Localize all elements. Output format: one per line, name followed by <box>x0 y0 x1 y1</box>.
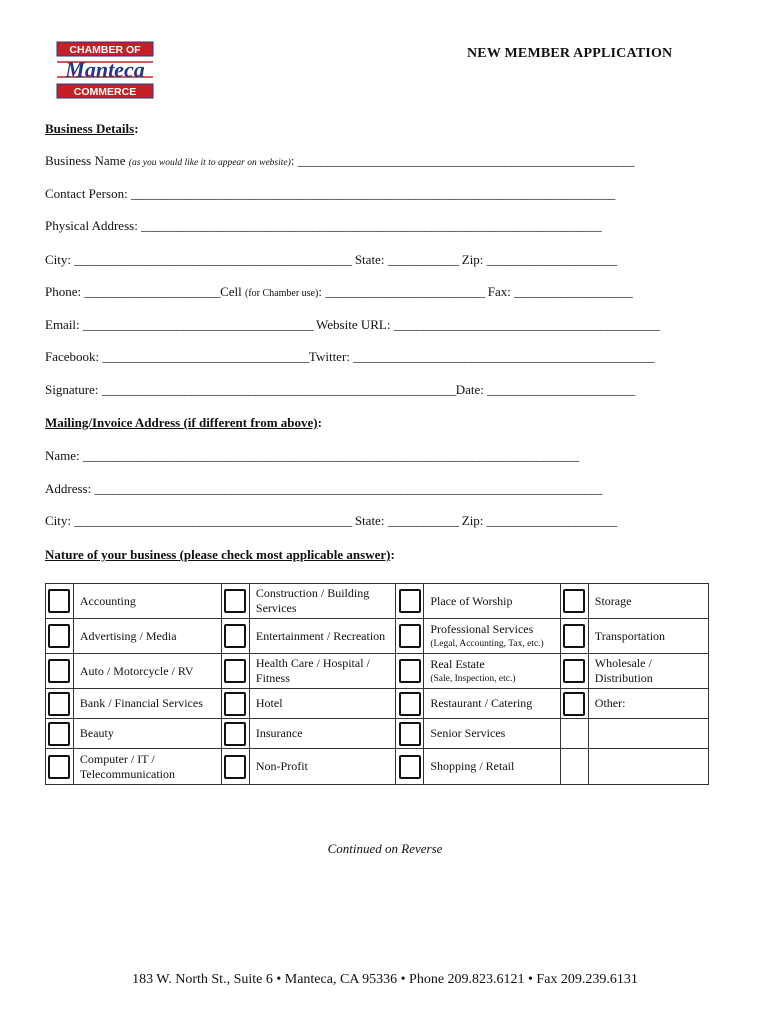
checkbox-accounting[interactable] <box>48 589 70 613</box>
empty-cell <box>588 749 708 785</box>
empty-cell <box>560 719 588 749</box>
checkbox-advertising[interactable] <box>48 624 70 648</box>
business-type-table <box>45 583 709 785</box>
phone-field[interactable]: _______________________ <box>84 284 221 299</box>
signature-field[interactable]: ____________________________________________________________ <box>101 382 456 397</box>
checkbox-beauty[interactable] <box>48 722 70 746</box>
form-title: NEW MEMBER APPLICATION <box>467 46 673 61</box>
table-row <box>46 654 709 689</box>
svg-text:CHAMBER OF: CHAMBER OF <box>69 44 141 56</box>
checkbox-storage[interactable] <box>563 589 585 613</box>
continued-note: Continued on Reverse <box>327 841 443 856</box>
empty-cell <box>588 719 708 749</box>
option-label: Computer / IT / Telecommunication <box>73 749 221 785</box>
nature-of-business-heading: Nature of your business (please check most applicable answer): <box>45 547 395 562</box>
empty-cell <box>560 749 588 785</box>
physical-address-field[interactable]: ______________________________________________________________________________ <box>141 218 602 233</box>
option-label: Senior Services <box>424 719 561 749</box>
facebook-field[interactable]: ___________________________________ <box>102 349 309 364</box>
checkbox-hotel[interactable] <box>224 692 246 716</box>
checkbox-auto[interactable] <box>48 659 70 683</box>
city-field[interactable]: _______________________________________________ <box>74 252 352 267</box>
checkbox-other[interactable] <box>563 692 585 716</box>
table-row <box>46 719 709 749</box>
checkbox-place-of-worship[interactable] <box>399 589 421 613</box>
checkbox-health-care[interactable] <box>224 659 246 683</box>
website-field[interactable]: _____________________________________________ <box>393 317 660 332</box>
option-label: Construction / Building Services <box>249 584 396 619</box>
mailing-name-field[interactable]: ____________________________________________________________________________________ <box>82 448 579 463</box>
signature-date-row: Signature: ____________________________________________________________Date: _________________________ <box>45 382 635 397</box>
social-row: Facebook: ___________________________________Twitter: ___________________________________________________ <box>45 349 655 364</box>
mailing-address-row: Address: ______________________________________________________________________________________ <box>45 481 602 496</box>
checkbox-non-profit[interactable] <box>224 755 246 779</box>
option-label: Shopping / Retail <box>424 749 561 785</box>
option-label: Professional Services (Legal, Accounting, Tax, etc.) <box>424 619 561 654</box>
date-field[interactable]: _________________________ <box>487 382 635 397</box>
fax-field[interactable]: ____________________ <box>514 284 633 299</box>
city-state-zip-row: City: _______________________________________________ State: ____________ Zip: ______________________ <box>45 252 617 267</box>
footer-address: 183 W. North St., Suite 6 • Manteca, CA 95336 • Phone 209.823.6121 • Fax 209.239.6131 <box>132 972 638 987</box>
checkbox-professional-services[interactable] <box>399 624 421 648</box>
checkbox-senior-services[interactable] <box>399 722 421 746</box>
table-row <box>46 689 709 719</box>
mailing-address-heading: Mailing/Invoice Address (if different from above): <box>45 415 322 430</box>
physical-address-row: Physical Address: ______________________________________________________________________________ <box>45 218 602 233</box>
option-label: Restaurant / Catering <box>424 689 561 719</box>
checkbox-shopping[interactable] <box>399 755 421 779</box>
cell-field[interactable]: ___________________________ <box>325 284 485 299</box>
checkbox-bank[interactable] <box>48 692 70 716</box>
checkbox-insurance[interactable] <box>224 722 246 746</box>
svg-text:COMMERCE: COMMERCE <box>73 86 137 98</box>
checkbox-real-estate[interactable] <box>399 659 421 683</box>
mailing-city-state-zip-row: City: _______________________________________________ State: ____________ Zip: ______________________ <box>45 513 617 528</box>
mailing-address-field[interactable]: ______________________________________________________________________________________ <box>94 481 602 496</box>
option-sublabel: (Sale, Inspection, etc.) <box>430 673 516 684</box>
checkbox-computer-it[interactable] <box>48 755 70 779</box>
option-label: Health Care / Hospital / Fitness <box>249 654 396 689</box>
business-name-field[interactable]: _________________________________________________________ <box>297 153 634 168</box>
contact-person-field[interactable]: __________________________________________________________________________________ <box>130 186 615 201</box>
business-details-heading: Business Details: <box>45 121 139 136</box>
other-field[interactable]: Other: <box>588 689 708 719</box>
checkbox-restaurant[interactable] <box>399 692 421 716</box>
option-label: Storage <box>588 584 708 619</box>
option-label: Accounting <box>73 584 221 619</box>
option-label: Hotel <box>249 689 396 719</box>
option-label: Transportation <box>588 619 708 654</box>
option-label: Entertainment / Recreation <box>249 619 396 654</box>
option-label: Advertising / Media <box>73 619 221 654</box>
email-website-row: Email: _______________________________________ Website URL: _____________________________________________ <box>45 317 660 332</box>
checkbox-wholesale[interactable] <box>563 659 585 683</box>
twitter-field[interactable]: ___________________________________________________ <box>353 349 655 364</box>
option-sublabel: (Legal, Accounting, Tax, etc.) <box>430 638 544 649</box>
mailing-name-row: Name: ____________________________________________________________________________________ <box>45 448 579 463</box>
mailing-state-field[interactable]: ____________ <box>387 513 459 528</box>
checkbox-entertainment[interactable] <box>224 624 246 648</box>
mailing-city-field[interactable]: _______________________________________________ <box>74 513 352 528</box>
option-label: Bank / Financial Services <box>73 689 221 719</box>
option-label: Place of Worship <box>424 584 561 619</box>
phone-cell-fax-row: Phone: _______________________Cell (for Chamber use): ___________________________ Fax: ____________________ <box>45 284 633 299</box>
option-label: Non-Profit <box>249 749 396 785</box>
mailing-zip-field[interactable]: ______________________ <box>486 513 617 528</box>
business-name-row: Business Name (as you would like it to appear on website): _________________________________________________________ <box>45 153 634 168</box>
checkbox-transportation[interactable] <box>563 624 585 648</box>
checkbox-construction[interactable] <box>224 589 246 613</box>
option-label: Insurance <box>249 719 396 749</box>
state-field[interactable]: ____________ <box>387 252 459 267</box>
chamber-logo <box>53 40 157 100</box>
table-row <box>46 619 709 654</box>
contact-person-row: Contact Person: __________________________________________________________________________________ <box>45 186 615 201</box>
option-label: Real Estate (Sale, Inspection, etc.) <box>424 654 561 689</box>
option-label: Beauty <box>73 719 221 749</box>
table-row <box>46 749 709 785</box>
zip-field[interactable]: ______________________ <box>486 252 617 267</box>
svg-text:Manteca: Manteca <box>65 57 145 82</box>
email-field[interactable]: _______________________________________ <box>82 317 314 332</box>
option-label: Auto / Motorcycle / RV <box>73 654 221 689</box>
option-label: Wholesale / Distribution <box>588 654 708 689</box>
table-row <box>46 584 709 619</box>
